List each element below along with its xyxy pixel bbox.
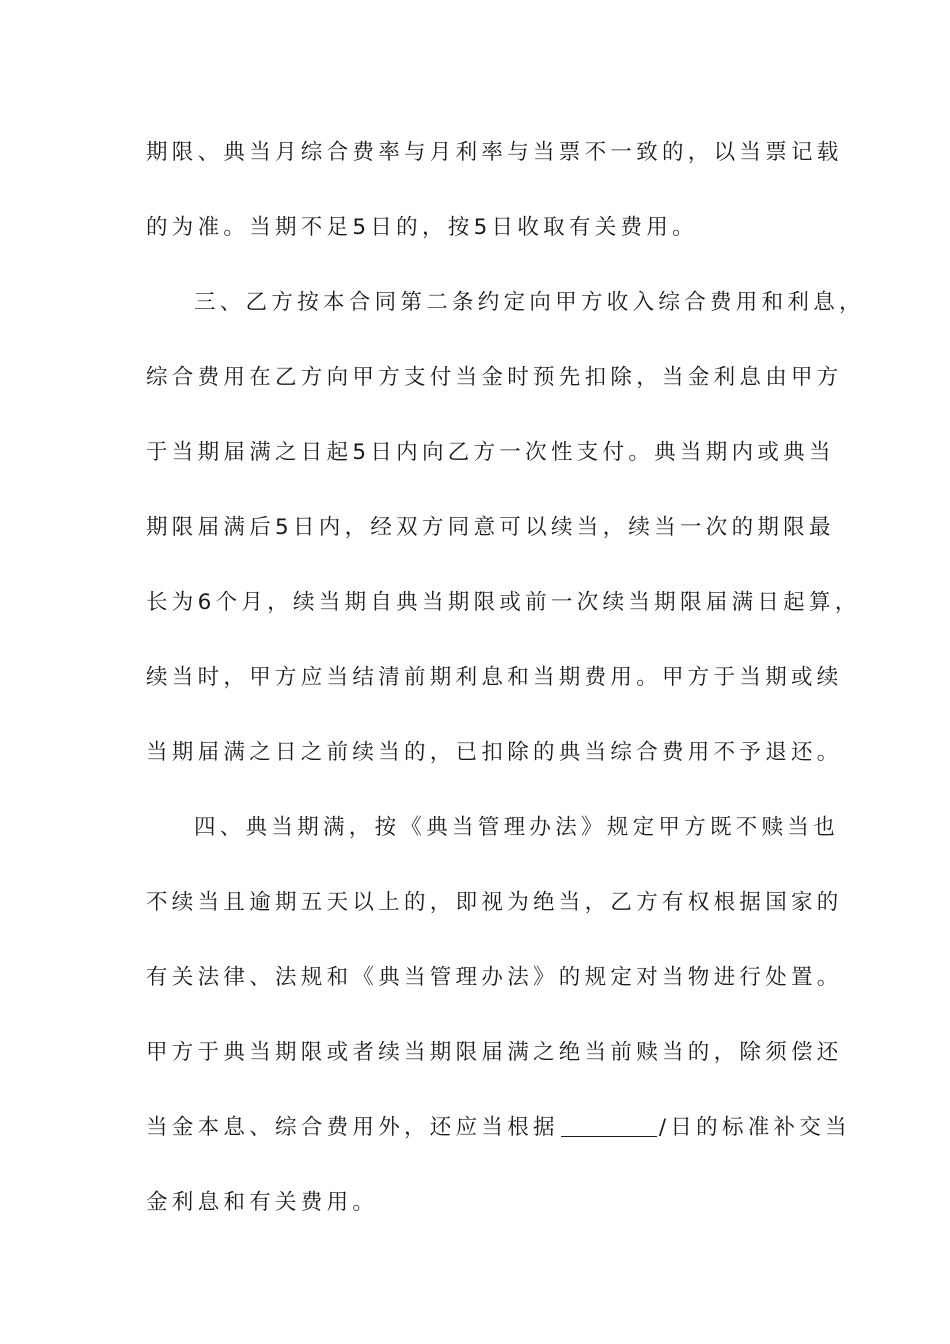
paragraph-three-start: 三、乙方按本合同第二条约定向甲方收入综合费用和利息， — [194, 290, 865, 315]
text-line: 于当期届满之日起5日内向乙方一次性支付。典当期内或典当 — [146, 440, 835, 465]
text-line: 综合费用在乙方向甲方支付当金时预先扣除，当金利息由甲方 — [146, 365, 843, 390]
text-line: 续当时，甲方应当结清前期利息和当期费用。甲方于当期或续 — [146, 665, 843, 690]
text-line: 期限、典当月综合费率与月利率与当票不一致的，以当票记载 — [146, 140, 843, 165]
text-line: 长为6个月，续当期自典当期限或前一次续当期限届满日起算， — [146, 590, 861, 615]
text-line: 期限届满后5日内，经双方同意可以续当，续当一次的期限最 — [146, 515, 835, 540]
text-line: 不续当且逾期五天以上的，即视为绝当，乙方有权根据国家的 — [146, 890, 843, 915]
fill-in-text-after: /日的标准补交当 — [658, 1115, 851, 1140]
text-line: 当期届满之日之前续当的，已扣除的典当综合费用不予退还。 — [146, 740, 843, 765]
text-line: 的为准。当期不足5日的，按5日收取有关费用。 — [146, 215, 698, 240]
text-line: 有关法律、法规和《典当管理办法》的规定对当物进行处置。 — [146, 965, 843, 990]
fill-in-blank[interactable] — [561, 1112, 657, 1137]
text-line: 金利息和有关费用。 — [146, 1190, 379, 1215]
text-line: 甲方于典当期限或者续当期限届满之绝当前赎当的，除须偿还 — [146, 1040, 843, 1065]
paragraph-four-start: 四、典当期满，按《典当管理办法》规定甲方既不赎当也 — [194, 815, 840, 840]
fill-in-text-before: 当金本息、综合费用外，还应当根据 — [146, 1115, 559, 1140]
fill-in-line — [146, 1108, 851, 1148]
